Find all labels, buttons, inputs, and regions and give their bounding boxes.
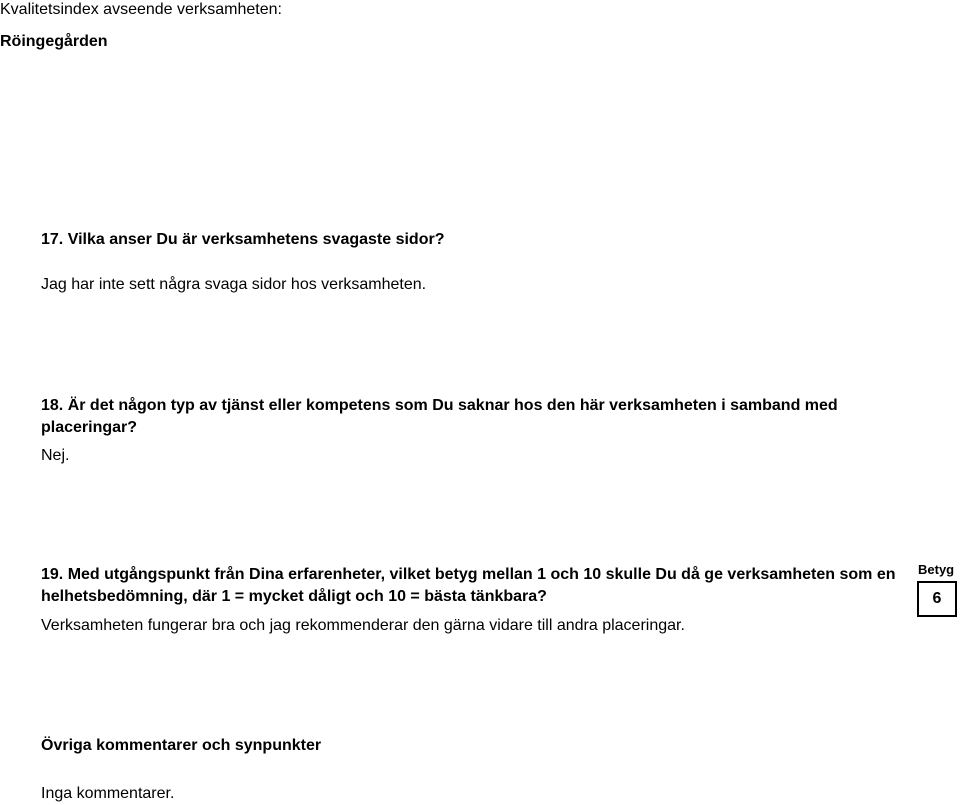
other-comments-heading: Övriga kommentarer och synpunkter xyxy=(41,737,322,754)
rating-label: Betyg xyxy=(918,562,955,577)
organization-name: Röingegården xyxy=(0,33,108,50)
other-comments-text: Inga kommentarer. xyxy=(41,785,175,802)
document-header-label: Kvalitetsindex avseende verksamheten: xyxy=(0,1,282,18)
answer-17: Jag har inte sett några svaga sidor hos verksamheten. xyxy=(41,276,427,293)
answer-19: Verksamheten fungerar bra och jag rekommenderar den gärna vidare till andra placeringar. xyxy=(41,617,685,634)
rating-box xyxy=(917,581,957,617)
question-19: 19. Med utgångspunkt från Dina erfarenheter, vilket betyg mellan 1 och 10 skulle Du då ge verksamheten som en helhetsbedömning, där 1 = mycket dåligt och 10 = bästa tänkbara? xyxy=(41,566,896,605)
question-18: 18. Är det någon typ av tjänst eller kompetens som Du saknar hos den här verksamheten i samband med placeringar? xyxy=(41,397,838,436)
answer-18: Nej. xyxy=(41,447,70,464)
rating-value: 6 xyxy=(932,590,942,607)
question-17: 17. Vilka anser Du är verksamhetens svagaste sidor? xyxy=(41,231,445,248)
